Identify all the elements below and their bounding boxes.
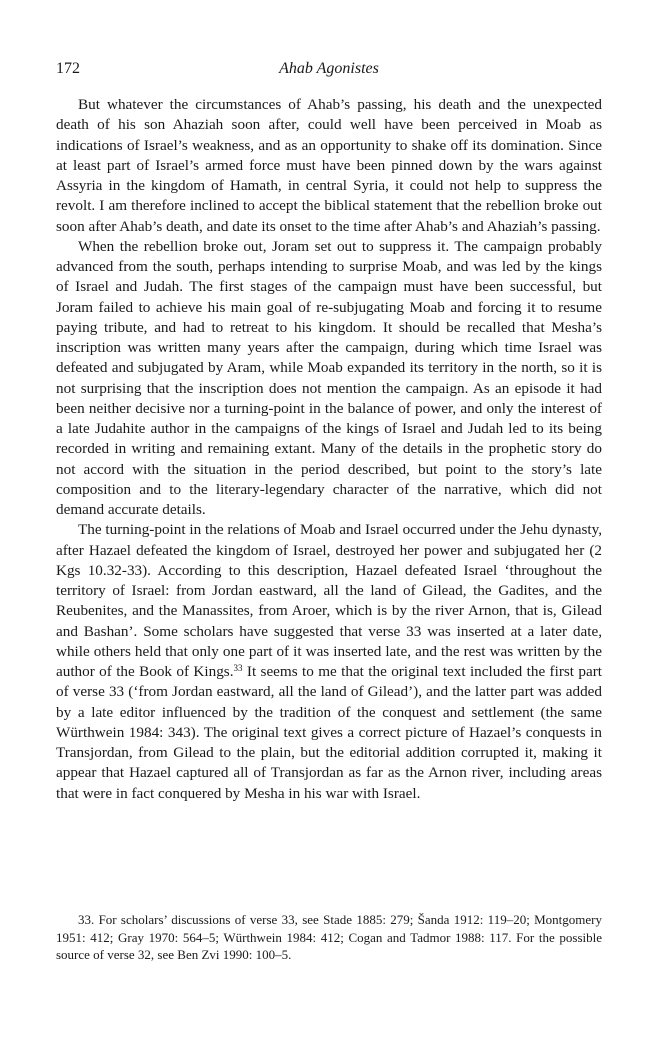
body-text (56, 95, 602, 804)
page-number: 172 (56, 60, 80, 77)
paragraph: When the rebellion broke out, Joram set out to suppress it. The campaign probably advanced from the south, perhaps intending to surprise Moab, and was led by the kings of Israel and Judah. The first stages of the campaign must have been successful, but Joram failed to achieve his main goal of re-subjugating Moab and forcing it to resume paying tribute, and had to retreat to his kingdom. It should be recalled that Mesha’s inscription was written many years after the campaign, during which time Israel was defeated and subjugated by Aram, while Moab expanded its territory in the north, so it is not surprising that the inscription does not mention the campaign. As an episode it had been neither decisive nor a turning-point in the balance of power, and only the interest of a late Judahite author in the campaigns of the kings of Israel and Judah led to its being recorded in writing and remaining extant. Many of the details in the prophetic story do not accord with the situation in the period described, but point to the story’s late composition and to the literary-legendary character of the narrative, which did not demand accurate details. (56, 237, 602, 518)
running-title: Ahab Agonistes (279, 60, 379, 77)
footnotes (56, 911, 602, 964)
paragraph (56, 520, 602, 804)
footnote: 33. For scholars’ discussions of verse 33, see Stade 1885: 279; Šanda 1912: 119–20; Montgomery 1951: 412; Gray 1970: 564–5; Würthwein 1984: 412; Cogan and Tadmor 1988: 117. For the possible source of verse 32, see Ben Zvi 1990: 100–5. (56, 912, 602, 962)
paragraph-text: The turning-point in the relations of Moab and Israel occurred under the Jehu dynasty, after Hazael defeated the kingdom of Israel, destroyed her power and subjugated her (2 Kgs 10.32-33). According to this description, Hazael defeated Israel ‘throughout the territory of Israel: from Jordan eastward, all the land of Gilead, the Gadites, and the Reubenites, and the Manassites, from Aroer, which is by the river Arnon, that is, Gilead and Bashan’. Some scholars have suggested that verse 33 was inserted at a later date, while others held that only one part of it was inserted late, and the rest was written by the author of the Book of Kings. (56, 521, 602, 680)
paragraph-text: It seems to me that the original text included the first part of verse 33 (‘from Jordan eastward, all the land of Gilead’), and the latter part was added by a late editor influenced by the tradition of the conquest and settlement (the same Würthwein 1984: 343). The original text gives a correct picture of Hazael’s conquests in Transjordan, from Gilead to the plain, but the editorial addition corrupted it, making it appear that Hazael captured all of Transjordan as far as the Arnon river, including areas that were in fact conquered by Mesha in his war with Israel. (56, 663, 602, 802)
page-header (56, 58, 602, 80)
paragraph: But whatever the circumstances of Ahab’s passing, his death and the unexpected death of his son Ahaziah soon after, could well have been perceived in Moab as indications of Israel’s weakness, and as an opportunity to shake off its domination. Since at least part of Israel’s armed force must have been pinned down by the wars against Assyria in the kingdom of Hamath, in central Syria, it could not help to suppress the revolt. I am therefore inclined to accept the biblical statement that the rebellion broke out soon after Ahab’s death, and date its onset to the time after Ahab’s and Ahaziah’s passing. (56, 96, 602, 235)
footnote-reference[interactable]: 33 (233, 663, 243, 673)
